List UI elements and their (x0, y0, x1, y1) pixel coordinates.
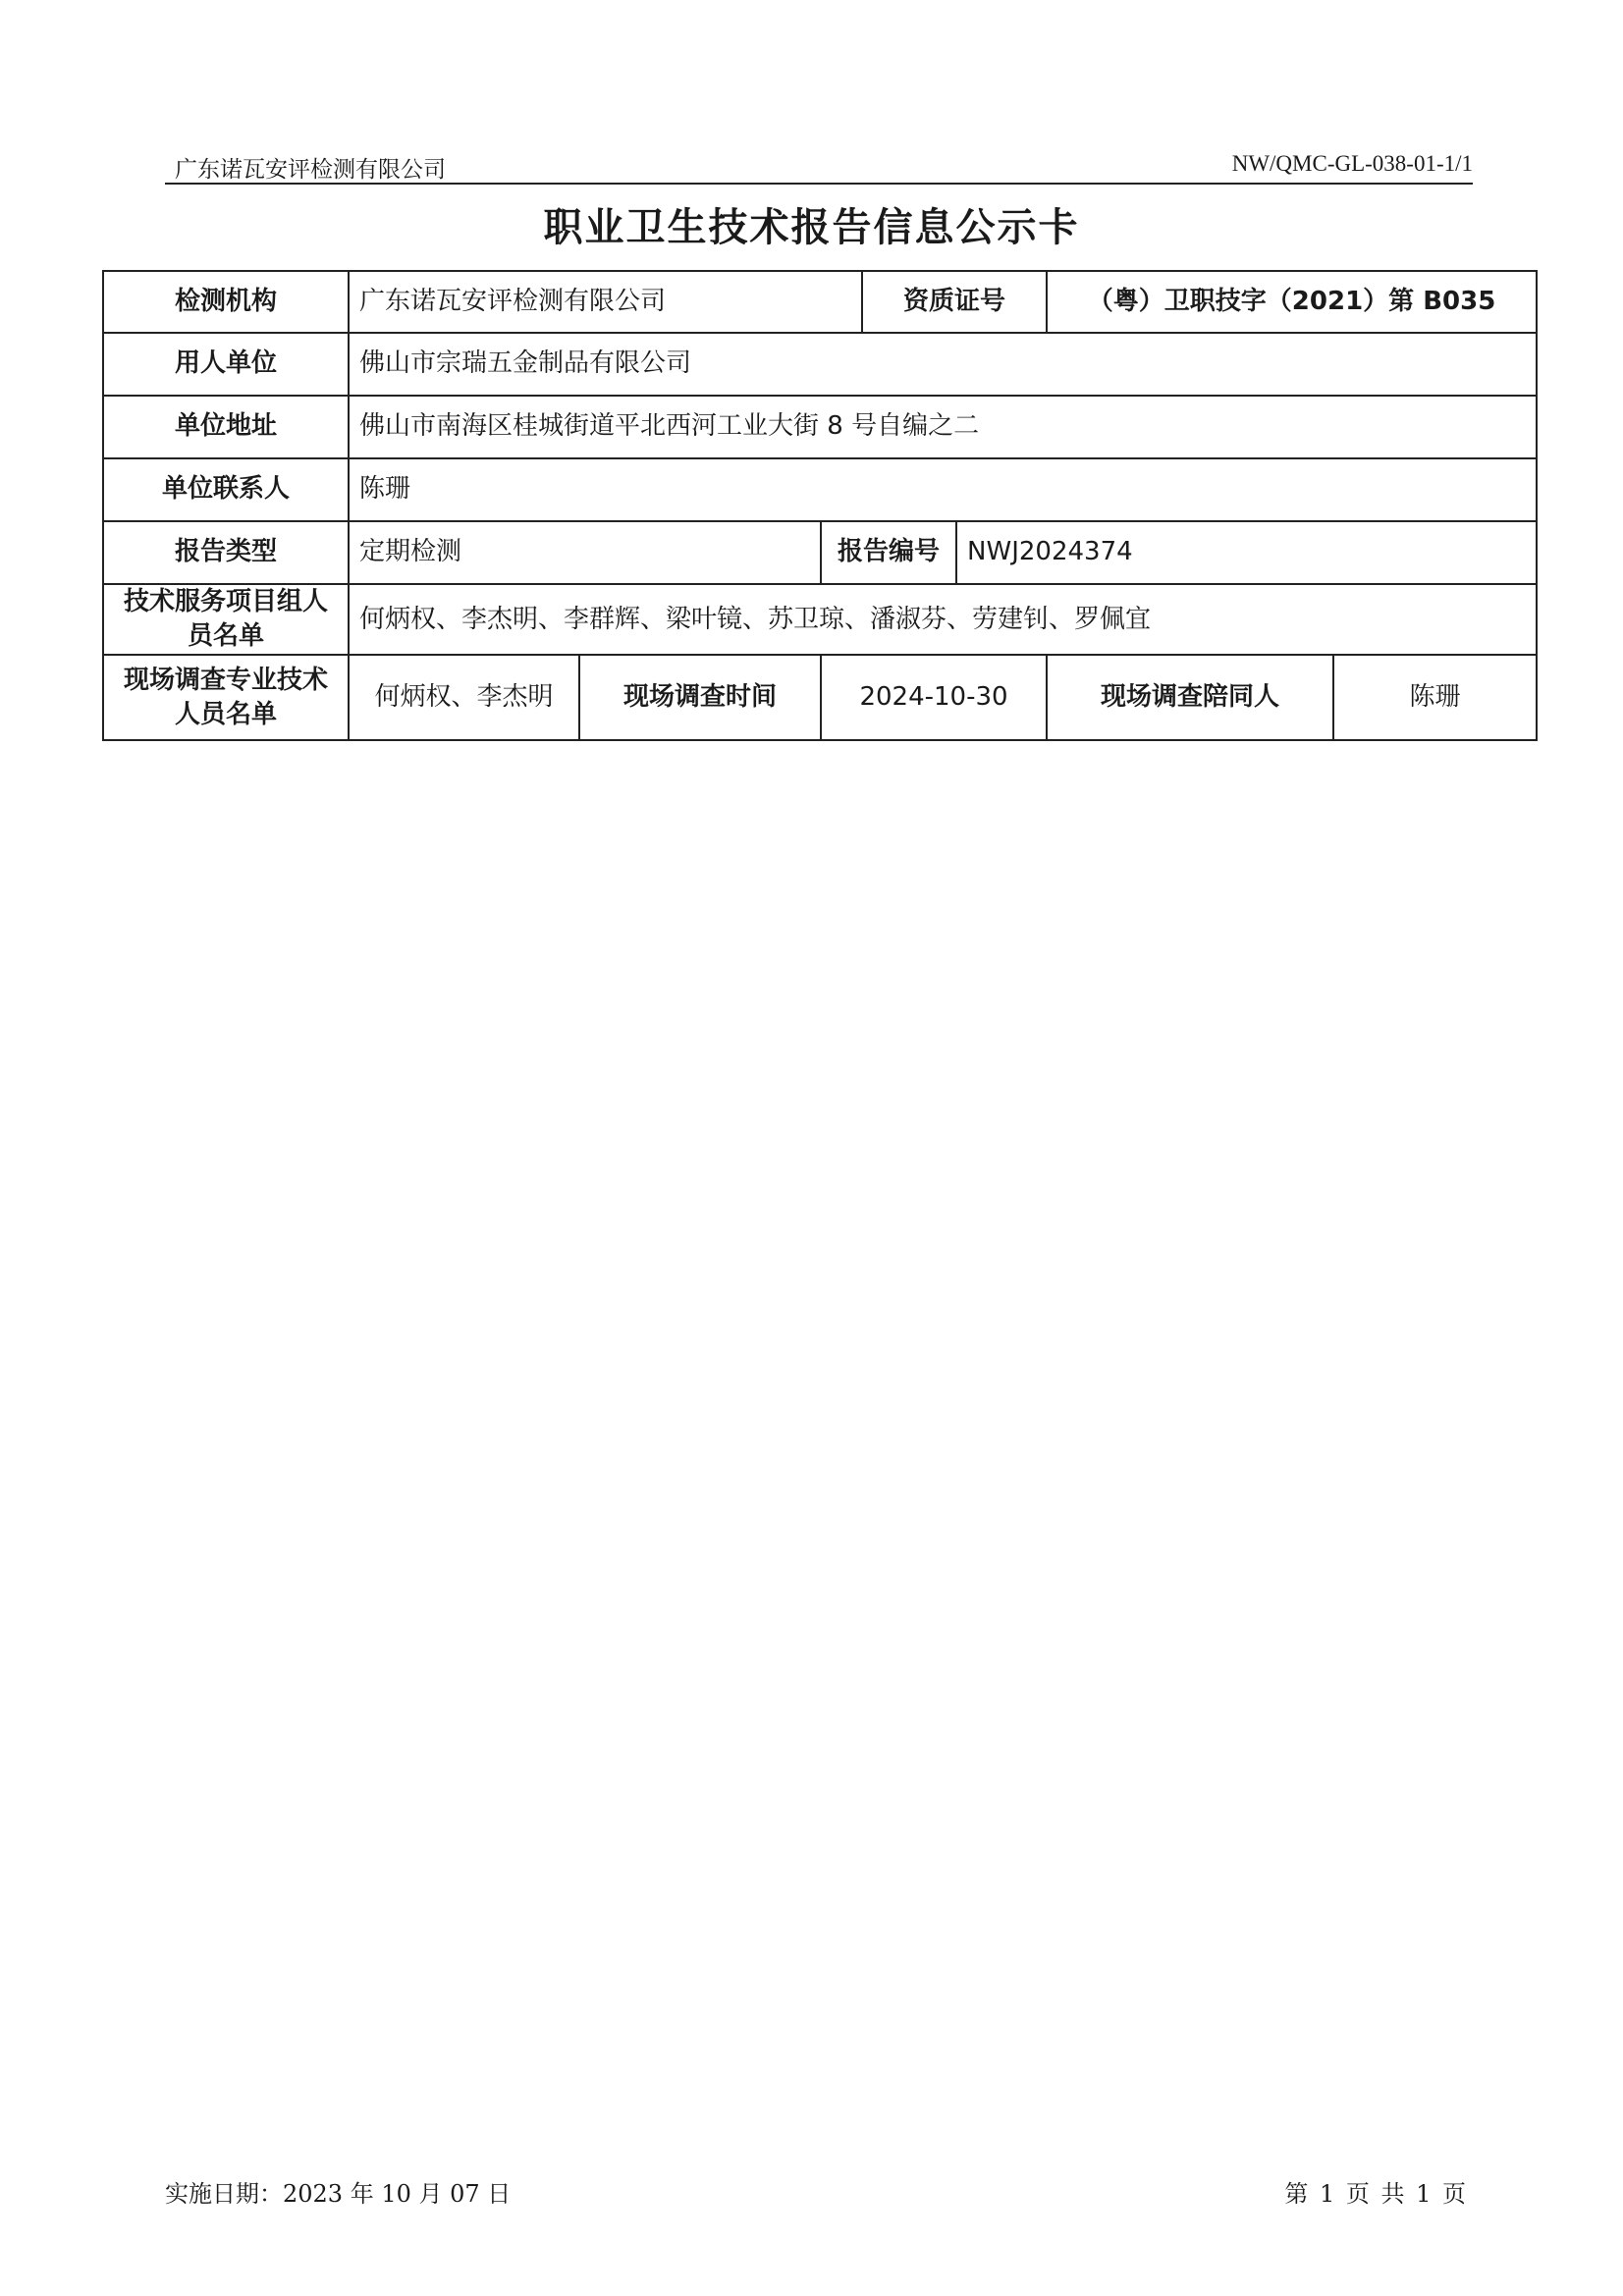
header-doc-code: NW/QMC-GL-038-01-1/1 (1231, 151, 1473, 176)
table-row (103, 333, 1537, 396)
survey-staff-value: 何炳权、李杰明 (349, 655, 579, 740)
address-label: 单位地址 (103, 396, 349, 458)
table-row (103, 458, 1537, 521)
table-row (103, 396, 1537, 458)
address-value: 佛山市南海区桂城街道平北西河工业大街 8 号自编之二 (349, 396, 1537, 458)
table-row (103, 655, 1537, 740)
contact-value: 陈珊 (349, 458, 1537, 521)
employer-label: 用人单位 (103, 333, 349, 396)
report-no-value: NWJ2024374 (956, 521, 1537, 584)
header-rule (165, 183, 1473, 185)
team-value: 何炳权、李杰明、李群辉、梁叶镜、苏卫琼、潘淑芬、劳建钊、罗佩宜 (349, 584, 1537, 655)
survey-escort-label: 现场调查陪同人 (1047, 655, 1333, 740)
table-row (103, 521, 1537, 584)
survey-time-label: 现场调查时间 (579, 655, 821, 740)
report-type-value: 定期检测 (349, 521, 821, 584)
org-label: 检测机构 (103, 271, 349, 333)
org-value: 广东诺瓦安评检测有限公司 (349, 271, 862, 333)
page-title: 职业卫生技术报告信息公示卡 (543, 205, 1080, 250)
page-number: 第 1 页 共 1 页 (1284, 2180, 1468, 2208)
contact-label: 单位联系人 (103, 458, 349, 521)
qual-value: （粤）卫职技字（2021）第 B035 (1047, 271, 1537, 333)
survey-escort-value: 陈珊 (1333, 655, 1537, 740)
report-no-label: 报告编号 (821, 521, 956, 584)
employer-value: 佛山市宗瑞五金制品有限公司 (349, 333, 1537, 396)
survey-staff-label: 现场调查专业技术人员名单 (103, 655, 349, 740)
info-card-table (102, 270, 1538, 741)
qual-label: 资质证号 (862, 271, 1047, 333)
table-row (103, 271, 1537, 333)
report-type-label: 报告类型 (103, 521, 349, 584)
effective-date: 实施日期：2023 年 10 月 07 日 (165, 2180, 512, 2208)
survey-time-value: 2024-10-30 (821, 655, 1047, 740)
team-label: 技术服务项目组人员名单 (103, 584, 349, 655)
table-row (103, 584, 1537, 655)
header-company: 广东诺瓦安评检测有限公司 (175, 157, 446, 183)
